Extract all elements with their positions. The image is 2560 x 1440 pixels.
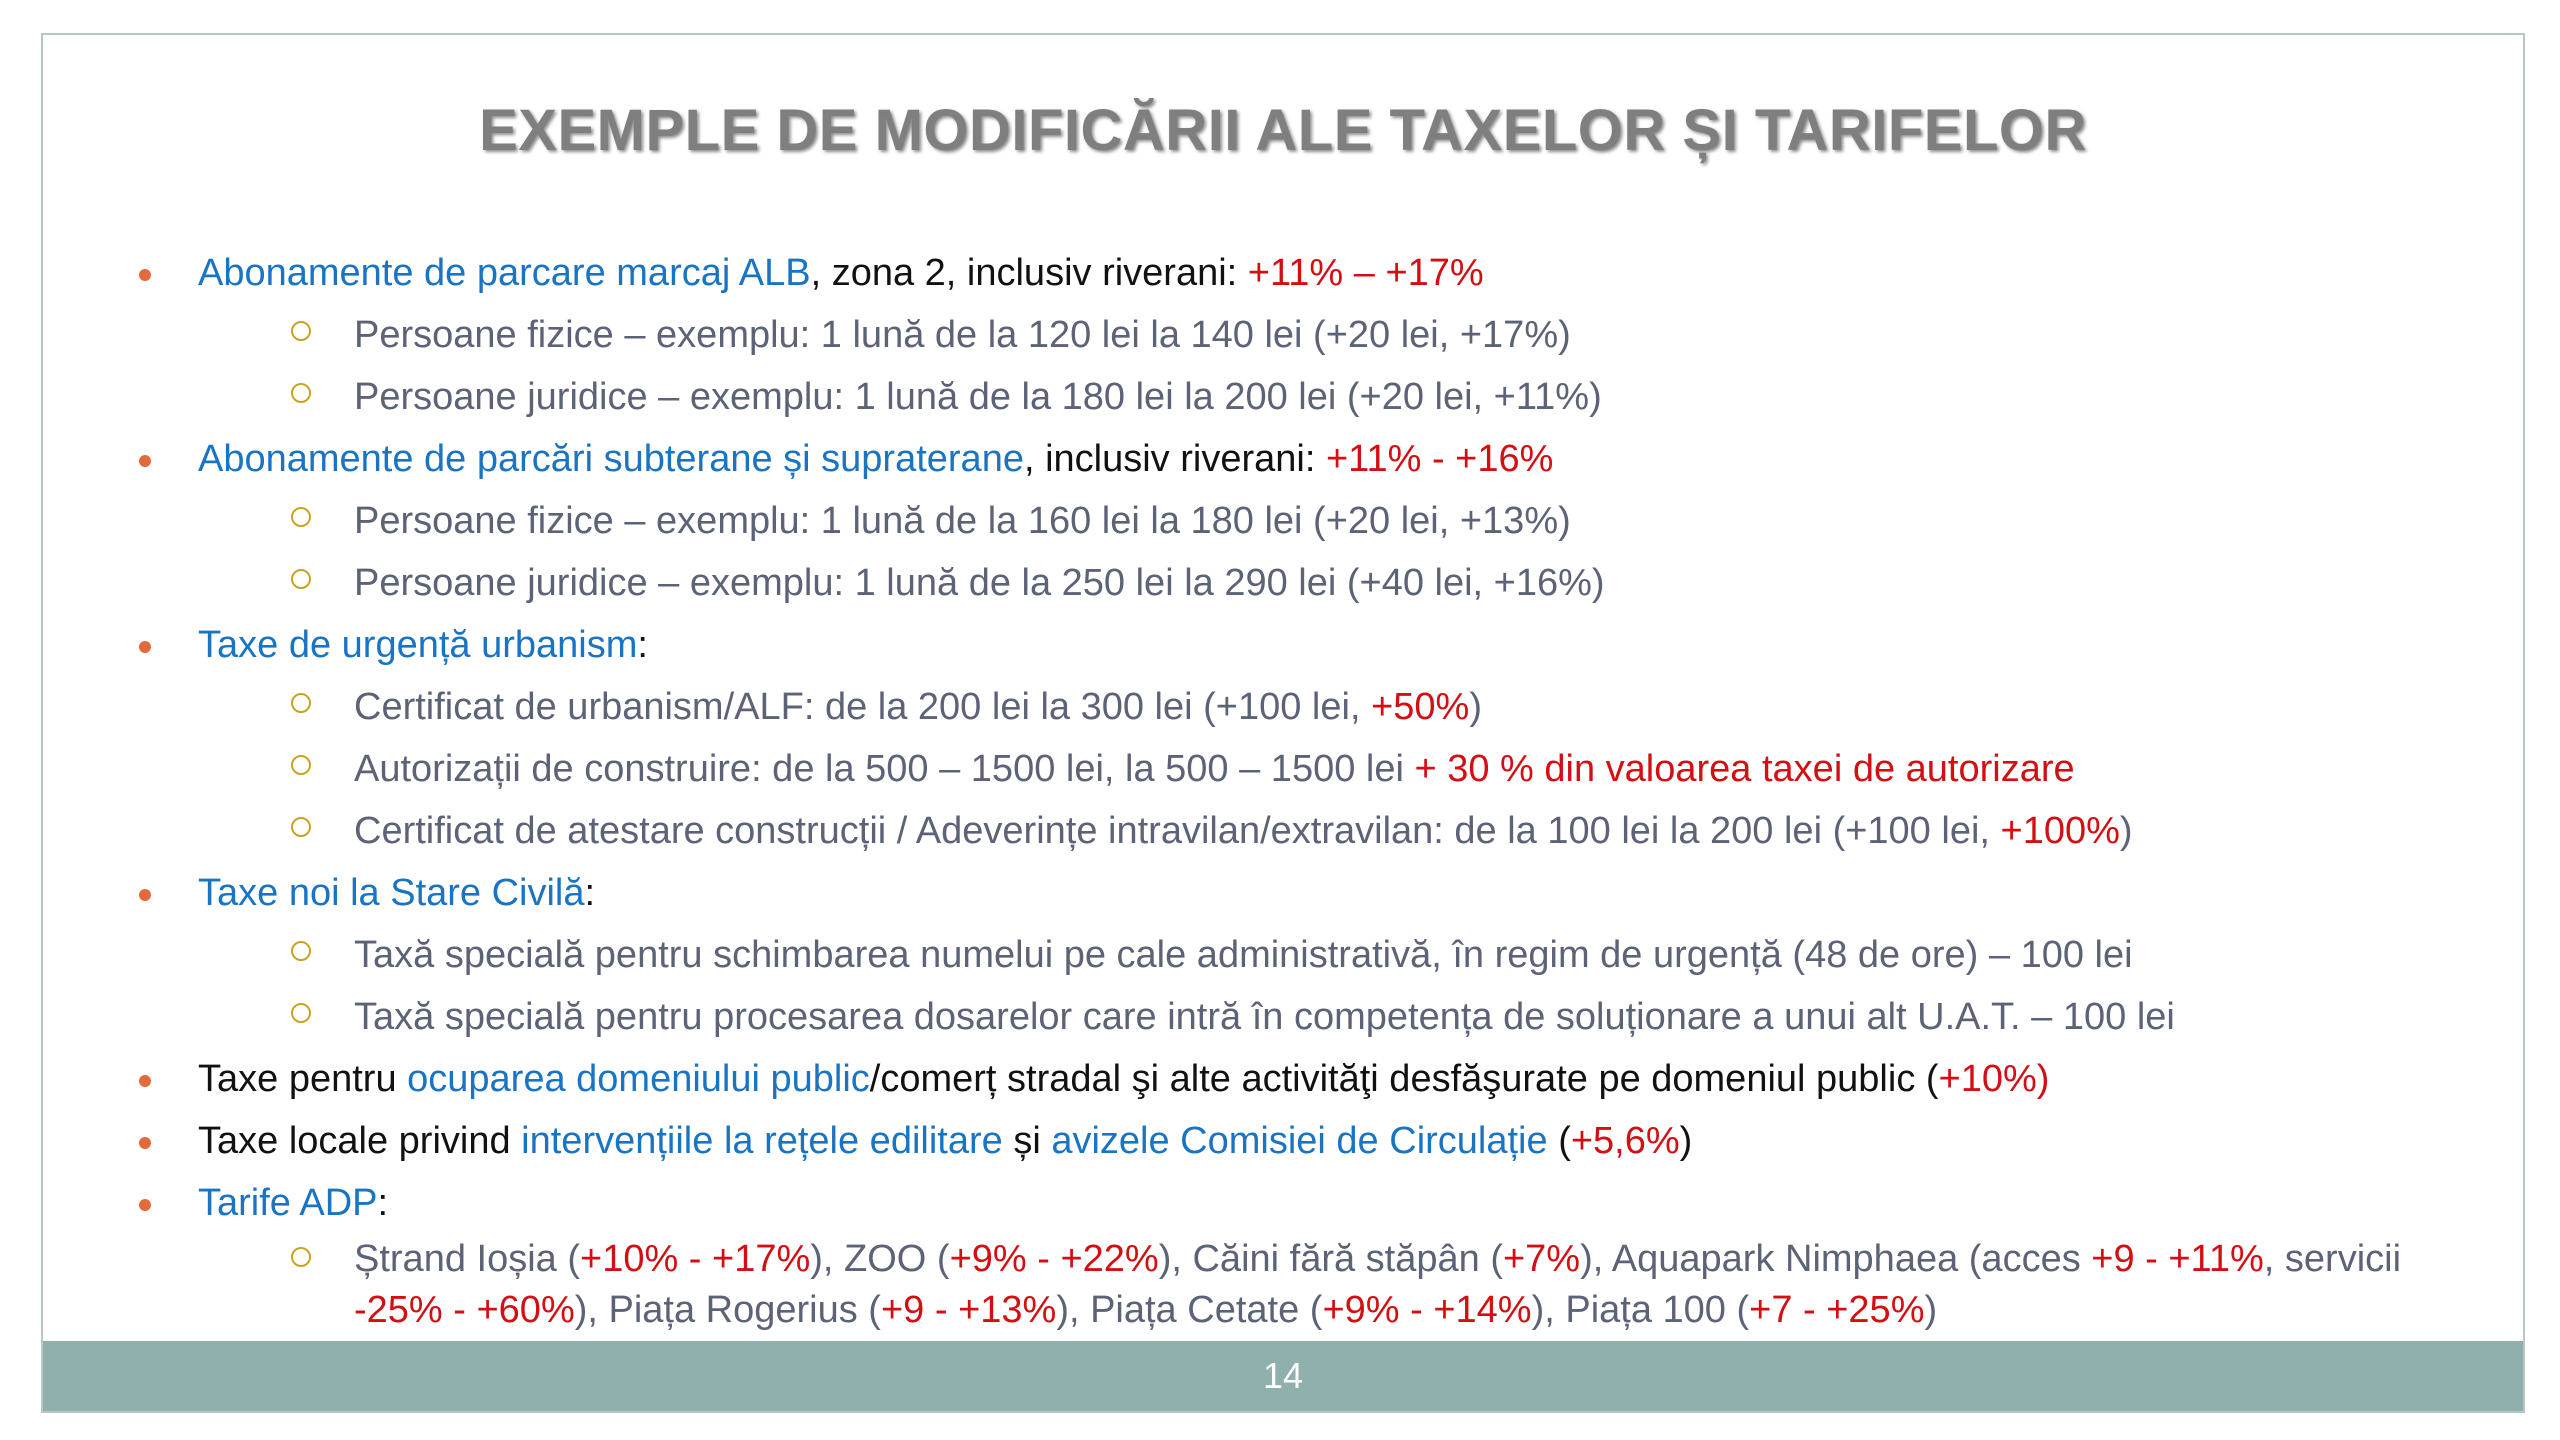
sub-bullet-item bbox=[43, 676, 2523, 738]
text-segment: +7 - +25% bbox=[1749, 1289, 1925, 1331]
sub-bullet-item bbox=[43, 304, 2523, 366]
sub-bullet-item bbox=[43, 800, 2523, 862]
text-segment: și bbox=[1002, 1120, 1052, 1162]
text-segment: +7% bbox=[1502, 1238, 1581, 1280]
text-segment: +9% - +14% bbox=[1322, 1289, 1532, 1331]
text-segment: Taxe noi la Stare Civilă bbox=[198, 872, 585, 914]
bullet-item bbox=[43, 1110, 2523, 1172]
hollow-circle-bullet-icon bbox=[291, 693, 311, 713]
text-segment: , zona 2, inclusiv riverani: bbox=[810, 252, 1248, 294]
text-segment: ), Piața Rogerius ( bbox=[574, 1289, 881, 1331]
bullet-list bbox=[43, 242, 2523, 1338]
text-segment: ), Piața 100 ( bbox=[1531, 1289, 1750, 1331]
text-segment: +100% bbox=[2000, 810, 2120, 852]
text-segment: Taxe pentru bbox=[198, 1058, 408, 1100]
hollow-circle-bullet-icon bbox=[291, 569, 311, 589]
text-segment: -25% - +60% bbox=[354, 1289, 575, 1331]
text-segment: Tarife ADP bbox=[198, 1182, 378, 1224]
hollow-circle-bullet-icon bbox=[291, 507, 311, 527]
hollow-circle-bullet-icon bbox=[291, 321, 311, 341]
text-segment: Abonamente de parcare marcaj ALB bbox=[198, 252, 811, 294]
hollow-circle-bullet-icon bbox=[291, 941, 311, 961]
text-segment: ) bbox=[1924, 1289, 1938, 1331]
text-segment: +50% bbox=[1371, 686, 1470, 728]
sub-bullet-item bbox=[43, 1234, 2474, 1338]
text-segment: Persoane fizice – exemplu: 1 lună de la 160 lei la 180 lei (+20 lei, +13%) bbox=[354, 500, 1571, 542]
bullet-dot-icon bbox=[139, 1075, 151, 1087]
text-segment: Persoane fizice – exemplu: 1 lună de la 120 lei la 140 lei (+20 lei, +17%) bbox=[354, 314, 1571, 356]
hollow-circle-bullet-icon bbox=[291, 817, 311, 837]
sub-bullet-item bbox=[43, 490, 2523, 552]
text-segment: /comerț stradal şi alte activităţi desfăşurate pe domeniul public ( bbox=[869, 1058, 1939, 1100]
text-segment: +10%) bbox=[1938, 1058, 2050, 1100]
text-segment: +9 - +13% bbox=[880, 1289, 1057, 1331]
text-segment: Ștrand Ioșia ( bbox=[354, 1238, 580, 1280]
text-segment: Autorizații de construire: de la 500 – 1500 lei, la 500 – 1500 lei bbox=[354, 748, 1415, 790]
bullet-item bbox=[43, 862, 2523, 924]
text-segment: Abonamente de parcări subterane și supraterane bbox=[198, 438, 1024, 480]
text-segment: Taxe de urgență urbanism bbox=[198, 624, 638, 666]
sub-bullet-item bbox=[43, 986, 2523, 1048]
text-segment: Taxă specială pentru procesarea dosarelor care intră în competența de soluționare a unui alt U.A.T. – 100 lei bbox=[354, 996, 2175, 1038]
bullet-item bbox=[43, 614, 2523, 676]
text-segment: Taxă specială pentru schimbarea numelui pe cale administrativă, în regim de urgență (48 de ore) – 100 lei bbox=[354, 934, 2133, 976]
slide bbox=[41, 33, 2525, 1413]
text-segment: : bbox=[377, 1182, 389, 1224]
text-segment: Certificat de atestare construcții / Adeverințe intravilan/extravilan: de la 100 lei la 200 lei (+100 lei, bbox=[354, 810, 2001, 852]
bullet-dot-icon bbox=[139, 641, 151, 653]
text-segment: +10% - +17% bbox=[580, 1238, 811, 1280]
text-segment: Taxe locale privind bbox=[198, 1120, 522, 1162]
text-segment: Persoane juridice – exemplu: 1 lună de la 180 lei la 200 lei (+20 lei, +11%) bbox=[354, 376, 1602, 418]
hollow-circle-bullet-icon bbox=[291, 1247, 311, 1267]
footer-bar bbox=[43, 1341, 2523, 1411]
hollow-circle-bullet-icon bbox=[291, 755, 311, 775]
sub-bullet-item bbox=[43, 366, 2523, 428]
page-number: 14 bbox=[1262, 1355, 1304, 1396]
text-segment: ), ZOO ( bbox=[810, 1238, 950, 1280]
text-segment: ocuparea domeniului public bbox=[407, 1058, 870, 1100]
bullet-dot-icon bbox=[139, 1137, 151, 1149]
bullet-item bbox=[43, 242, 2523, 304]
text-segment: ), Aquapark Nimphaea (acces bbox=[1580, 1238, 2092, 1280]
bullet-dot-icon bbox=[139, 1199, 151, 1211]
bullet-dot-icon bbox=[139, 455, 151, 467]
bullet-item bbox=[43, 428, 2523, 490]
bullet-item bbox=[43, 1172, 2523, 1234]
text-segment: : bbox=[584, 872, 596, 914]
text-segment: intervențiile la rețele edilitare bbox=[521, 1120, 1003, 1162]
text-segment: ( bbox=[1547, 1120, 1571, 1162]
text-segment: : bbox=[637, 624, 648, 666]
sub-bullet-item bbox=[43, 738, 2523, 800]
text-segment: +9% - +22% bbox=[949, 1238, 1159, 1280]
bullet-item bbox=[43, 1048, 2523, 1110]
text-segment: ) bbox=[2119, 810, 2133, 852]
text-segment: Certificat de urbanism/ALF: de la 200 lei la 300 lei (+100 lei, bbox=[354, 686, 1372, 728]
text-segment: +11% - +16% bbox=[1325, 438, 1554, 480]
text-segment: +5,6% bbox=[1570, 1120, 1680, 1162]
sub-bullet-item bbox=[43, 924, 2523, 986]
slide-title: EXEMPLE DE MODIFICĂRII ALE TAXELOR ȘI TARIFELOR bbox=[479, 98, 2087, 163]
text-segment: + 30 % din valoarea taxei de autorizare bbox=[1414, 748, 2075, 790]
text-segment: ), Piața Cetate ( bbox=[1056, 1289, 1323, 1331]
text-segment: , inclusiv riverani: bbox=[1023, 438, 1326, 480]
hollow-circle-bullet-icon bbox=[291, 1003, 311, 1023]
bullet-dot-icon bbox=[139, 889, 151, 901]
text-segment: +11% – +17% bbox=[1247, 252, 1484, 294]
sub-bullet-item bbox=[43, 552, 2523, 614]
text-segment: ) bbox=[1679, 1120, 1693, 1162]
text-segment: ) bbox=[1469, 686, 1482, 728]
text-segment: Persoane juridice – exemplu: 1 lună de la 250 lei la 290 lei (+40 lei, +16%) bbox=[354, 562, 1605, 604]
text-segment: , servicii bbox=[2263, 1238, 2402, 1280]
hollow-circle-bullet-icon bbox=[291, 383, 311, 403]
bullet-dot-icon bbox=[139, 269, 151, 281]
text-segment: avizele Comisiei de Circulație bbox=[1051, 1120, 1548, 1162]
text-segment: ), Căini fără stăpân ( bbox=[1158, 1238, 1503, 1280]
text-segment: +9 - +11% bbox=[2091, 1238, 2264, 1280]
